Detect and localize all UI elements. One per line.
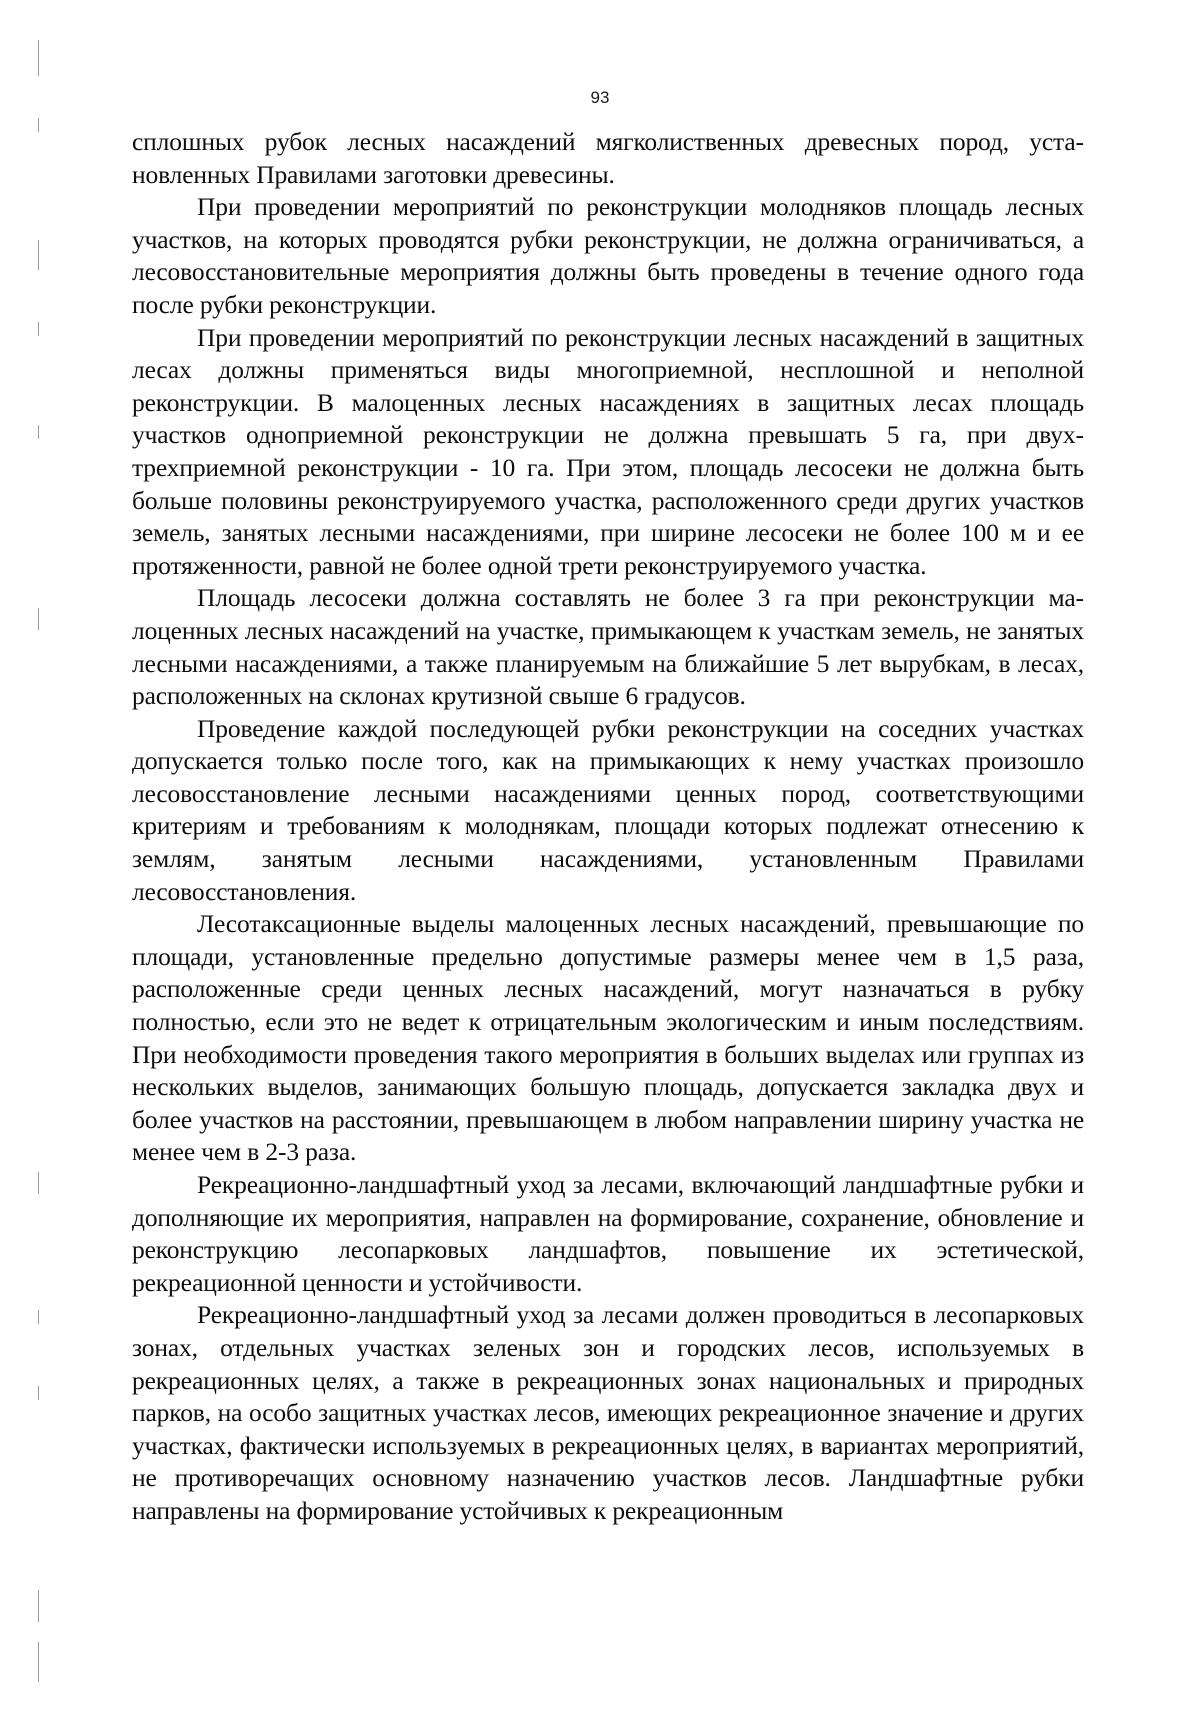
scan-edge-mark [38, 322, 39, 336]
scan-edge-mark [38, 1172, 39, 1194]
page-number: 93 [590, 88, 610, 107]
paragraph-continuation: сплошных рубок лесных насаждений мягколиственных древесных пород, установленных Правилами заготовки древесины. [132, 127, 1084, 189]
scan-edge-mark [38, 1310, 39, 1324]
paragraph: Лесотаксационные выделы малоценных лесных насаждений, превышающие по площади, установленные предельно допустимые размеры менее чем в 1,5 раза, расположенные среди ценных лесных насаждений, могут назначаться в рубку полностью, если это не ведет к отрицательным экологическим и иным последствиям. При необходимости проведения такого мероприятия в больших выделах или группах из нескольких выделов, занимающих большую площадь, допускается закладка двух и более участков на расстоянии, превышающем в любом направлении ширину участка не менее чем в 2-3 раза. [132, 909, 1084, 1167]
paragraph: Площадь лесосеки должна составлять не более 3 га при реконструкции малоценных лесных насаждений на участке, примыкающем к участкам земель, не занятых лесными насаждениями, а также планируемым на ближайшие 5 лет вырубкам, в лесах, расположенных на склонах крутизной свыше 6 градусов. [132, 583, 1084, 711]
scan-edge-mark [38, 240, 39, 270]
paragraph: Рекреационно-ландшафтный уход за лесами, включающий ландшафтные рубки и дополняющие их мероприятия, направлен на формирование, сохранение, обновление и реконструкцию лесопарковых ландшафтов, повышение их эстетической, рекреационной ценности и устойчивости. [132, 1170, 1084, 1297]
scan-edge-mark [38, 1642, 39, 1682]
scan-edge-mark [38, 1386, 39, 1400]
scan-edge-mark [38, 608, 39, 630]
scan-edge-mark [38, 1590, 39, 1622]
scan-edge-mark [38, 425, 39, 439]
body-text [132, 126, 1084, 1528]
paragraph: Проведение каждой последующей рубки реконструкции на соседних участках допускается только после того, как на примыкающих к нему участках произошло лесовосстановление лесными насаждениями ценных пород, соответствующими критериям и требованиям к молоднякам, площади которых подлежат отнесению к землям, занятым лесными насаждениями, установленным Правилами лесовосстановления. [132, 713, 1084, 906]
paragraph: При проведении мероприятий по реконструкции лесных насаждений в защитных лесах должны применяться виды многоприемной, несплошной и неполной реконструкции. В малоценных лесных насаждениях в защитных лесах площадь участков одноприемной реконструкции не должна превышать 5 га, при двухтрехприемной реконструкции - 10 га. При этом, площадь лесосеки не должна быть больше половины реконструируемого участка, расположенного среди других участков земель, занятых лесными насаждениями, при ширине лесосеки не более 100 м и ее протяженности, равной не более одной трети реконструируемого участка. [132, 322, 1084, 580]
paragraph: При проведении мероприятий по реконструкции молодняков площадь лесных участков, на которых проводятся рубки реконструкции, не должна ограничиваться, а лесовосстановительные мероприятия должны быть проведены в течение одного года после рубки реконструкции. [132, 192, 1084, 319]
paragraph: Рекреационно-ландшафтный уход за лесами должен проводиться в лесопарковых зонах, отдельных участках зеленых зон и городских лесов, используемых в рекреационных целях, а также в рекреационных зонах национальных и природных парков, на особо защитных участках лесов, имеющих рекреационное значение и других участках, фактически используемых в рекреационных целях, в вариантах мероприятий, не противоречащих основному назначению участков лесов. Ландшафтные рубки направлены на формирование устойчивых к рекреационным [132, 1300, 1084, 1525]
scan-edge-mark [38, 40, 39, 76]
scan-edge-mark [38, 118, 39, 132]
